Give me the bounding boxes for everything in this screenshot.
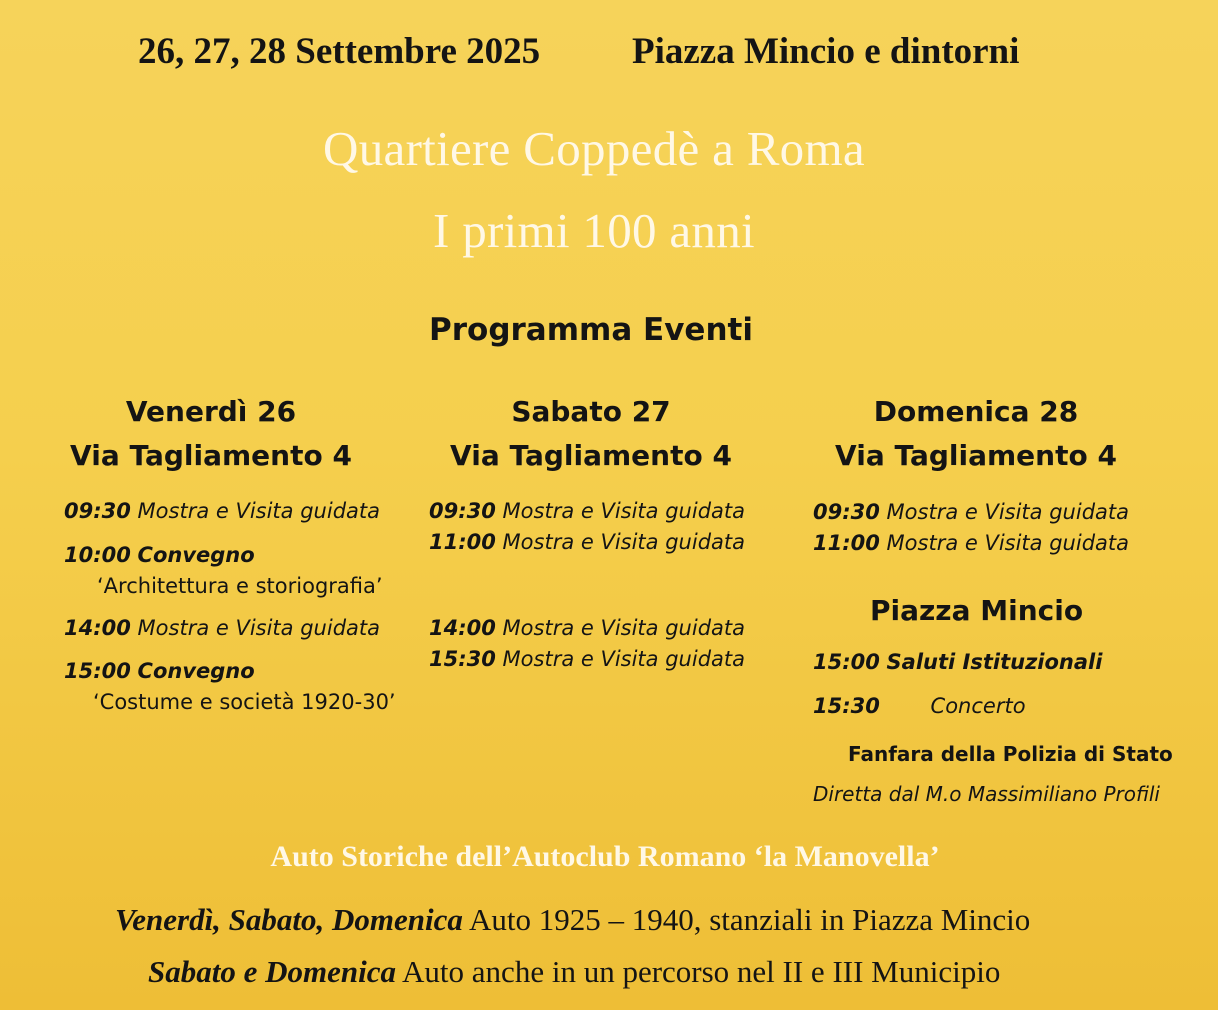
- list-item: [429, 647, 745, 671]
- event-label: Mostra e Visita guidata: [886, 500, 1129, 524]
- event-time: 14:00: [64, 616, 131, 640]
- event-label: Mostra e Visita guidata: [502, 530, 745, 554]
- vintage-cars-line-1: [115, 902, 1030, 938]
- event-time: 14:00: [429, 616, 496, 640]
- vintage-cars-text: Auto 1925 – 1940, stanziali in Piazza Mincio: [468, 902, 1031, 937]
- list-item: [64, 616, 380, 640]
- list-item: [429, 616, 745, 640]
- list-item: [429, 499, 745, 523]
- venue-label: Via Tagliamento 4: [70, 439, 352, 472]
- main-title: Quartiere Coppedè a Roma: [323, 121, 865, 176]
- band-director: Diretta dal M.o Massimiliano Profili: [813, 782, 1160, 806]
- event-time: 15:00: [64, 659, 131, 683]
- event-label: Mostra e Visita guidata: [502, 616, 745, 640]
- event-label: Concerto: [930, 694, 1026, 718]
- main-subtitle: I primi 100 anni: [433, 203, 755, 258]
- event-time: 15:30: [813, 694, 880, 718]
- day-column-venerdi-header: [55, 390, 367, 478]
- list-item: [64, 543, 255, 567]
- event-dates: 26, 27, 28 Settembre 2025: [138, 31, 541, 72]
- event-label: Mostra e Visita guidata: [502, 647, 745, 671]
- event-subtitle: ‘Architettura e storiografia’: [97, 574, 383, 598]
- day-column-sabato-header: [435, 390, 747, 478]
- vintage-cars-title: Auto Storiche dell’Autoclub Romano ‘la Manovella’: [270, 840, 940, 873]
- venue-label: Via Tagliamento 4: [835, 439, 1117, 472]
- program-title: Programma Eventi: [429, 312, 753, 348]
- list-item: [429, 530, 745, 554]
- event-label: Mostra e Visita guidata: [137, 499, 380, 523]
- event-time: 15:00: [813, 650, 880, 674]
- event-label: Saluti Istituzionali: [886, 650, 1103, 674]
- vintage-cars-text: Auto anche in un percorso nel II e III Municipio: [402, 954, 1001, 989]
- event-label: Convegno: [137, 543, 255, 567]
- piazza-mincio-heading: Piazza Mincio: [870, 594, 1084, 627]
- event-label: Mostra e Visita guidata: [137, 616, 380, 640]
- venue-label: Via Tagliamento 4: [450, 439, 732, 472]
- event-label: Convegno: [137, 659, 255, 683]
- event-time: 09:30: [813, 500, 880, 524]
- event-time: 10:00: [64, 543, 131, 567]
- event-label: Mostra e Visita guidata: [886, 531, 1129, 555]
- event-label: Mostra e Visita guidata: [502, 499, 745, 523]
- list-item: [813, 650, 1102, 674]
- event-time: 15:30: [429, 647, 496, 671]
- day-column-domenica-header: [820, 390, 1132, 478]
- event-time: 09:30: [429, 499, 496, 523]
- list-item: [813, 694, 1026, 718]
- list-item: [813, 500, 1129, 524]
- vintage-cars-line-2: [148, 954, 1000, 990]
- day-label: Venerdì 26: [125, 395, 297, 428]
- event-location: Piazza Mincio e dintorni: [632, 31, 1020, 72]
- vintage-cars-days: Venerdì, Sabato, Domenica: [115, 902, 463, 937]
- list-item: [64, 659, 255, 683]
- event-subtitle: ‘Costume e società 1920-30’: [93, 690, 396, 714]
- vintage-cars-days: Sabato e Domenica: [148, 954, 396, 989]
- event-time: 09:30: [64, 499, 131, 523]
- day-label: Domenica 28: [873, 395, 1079, 428]
- event-time: 11:00: [429, 530, 496, 554]
- event-time: 11:00: [813, 531, 880, 555]
- list-item: [813, 531, 1129, 555]
- day-label: Sabato 27: [511, 395, 671, 428]
- band-name: Fanfara della Polizia di Stato: [848, 742, 1173, 766]
- list-item: [64, 499, 380, 523]
